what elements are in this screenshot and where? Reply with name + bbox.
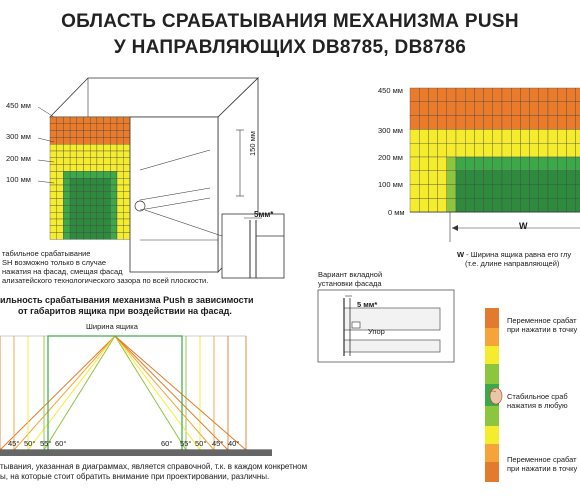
grid-ylabel-450: 450 мм: [378, 86, 403, 95]
footnote-line2: ы, на которые стоит обратить внимание при проектировании, различны.: [0, 472, 270, 481]
note-line-1: табильное срабатывание: [2, 249, 91, 258]
angle-label-right-3: 45°: [212, 439, 224, 448]
angle-label-left-2: 55°: [40, 439, 52, 448]
dimension-150: 150 мм: [248, 131, 257, 156]
note-line-3: нажатия на фасад, смещая фасад: [2, 267, 123, 276]
legend-item2-line1: Стабильное сраб: [507, 392, 568, 401]
w-label: W: [519, 221, 528, 231]
grid-ylabel-0: 0 мм: [388, 208, 405, 217]
angle-label-left-3: 60°: [55, 439, 67, 448]
legend-item3-line2: при нажатии в точку: [507, 464, 578, 473]
page-title-line2: У НАПРАВЛЯЮЩИХ DB8785, DB8786: [113, 37, 467, 58]
drawer-width-label: Ширина ящика: [86, 322, 138, 331]
angle-label-right-4: 40°: [228, 439, 240, 448]
height-label-200: 200 мм: [6, 154, 31, 163]
legend-item1-line1: Переменное срабат: [507, 316, 577, 325]
note-line-4: ализатейского технологического зазора по всей плоскости.: [2, 276, 209, 285]
bottom-heading-line1: ильность срабатывания механизма Push в зависимости: [0, 295, 254, 305]
grid-ylabel-300: 300 мм: [378, 126, 403, 135]
page-title-line1: ОБЛАСТЬ СРАБАТЫВАНИЯ МЕХАНИЗМА PUSH: [61, 11, 519, 32]
variant-title-line1: Вариант вкладной: [318, 270, 383, 279]
w-note-line2: (т.е. длине направляющей): [465, 259, 560, 268]
legend-item1-line2: при нажатии в точку: [507, 325, 578, 334]
grid-ylabel-200: 200 мм: [378, 153, 403, 162]
angle-label-right-1: 55°: [180, 439, 192, 448]
angle-label-right-2: 50°: [195, 439, 207, 448]
angle-label-right-0: 60°: [161, 439, 173, 448]
w-note-rest: - Ширина ящика равна его глу: [464, 250, 572, 259]
footnote-line1: тывания, указанная в диаграммах, является справочной, т.к. в каждом конкретном: [0, 462, 308, 471]
angle-label-left-1: 50°: [24, 439, 36, 448]
note-line-2: SH возможно только в случае: [2, 258, 107, 267]
legend-item3-line1: Переменное срабат: [507, 455, 577, 464]
variant-gap-label: 5 мм*: [357, 300, 378, 309]
height-label-300: 300 мм: [6, 132, 31, 141]
bottom-heading-line2: от габаритов ящика при воздействии на фасад.: [18, 306, 232, 316]
w-note-bold: W: [457, 250, 465, 259]
variant-title-line2: установки фасада: [318, 279, 382, 288]
grid-ylabel-100: 100 мм: [378, 180, 403, 189]
legend-item2-line2: нажатия в любую: [507, 401, 568, 410]
height-label-450: 450 мм: [6, 101, 31, 110]
height-label-100: 100 мм: [6, 175, 31, 184]
variant-stop-label: Упор: [368, 327, 385, 336]
gap-label: 5мм*: [254, 210, 274, 219]
hand-pointer-icon: [490, 388, 502, 404]
angle-label-left-0: 45°: [8, 439, 20, 448]
